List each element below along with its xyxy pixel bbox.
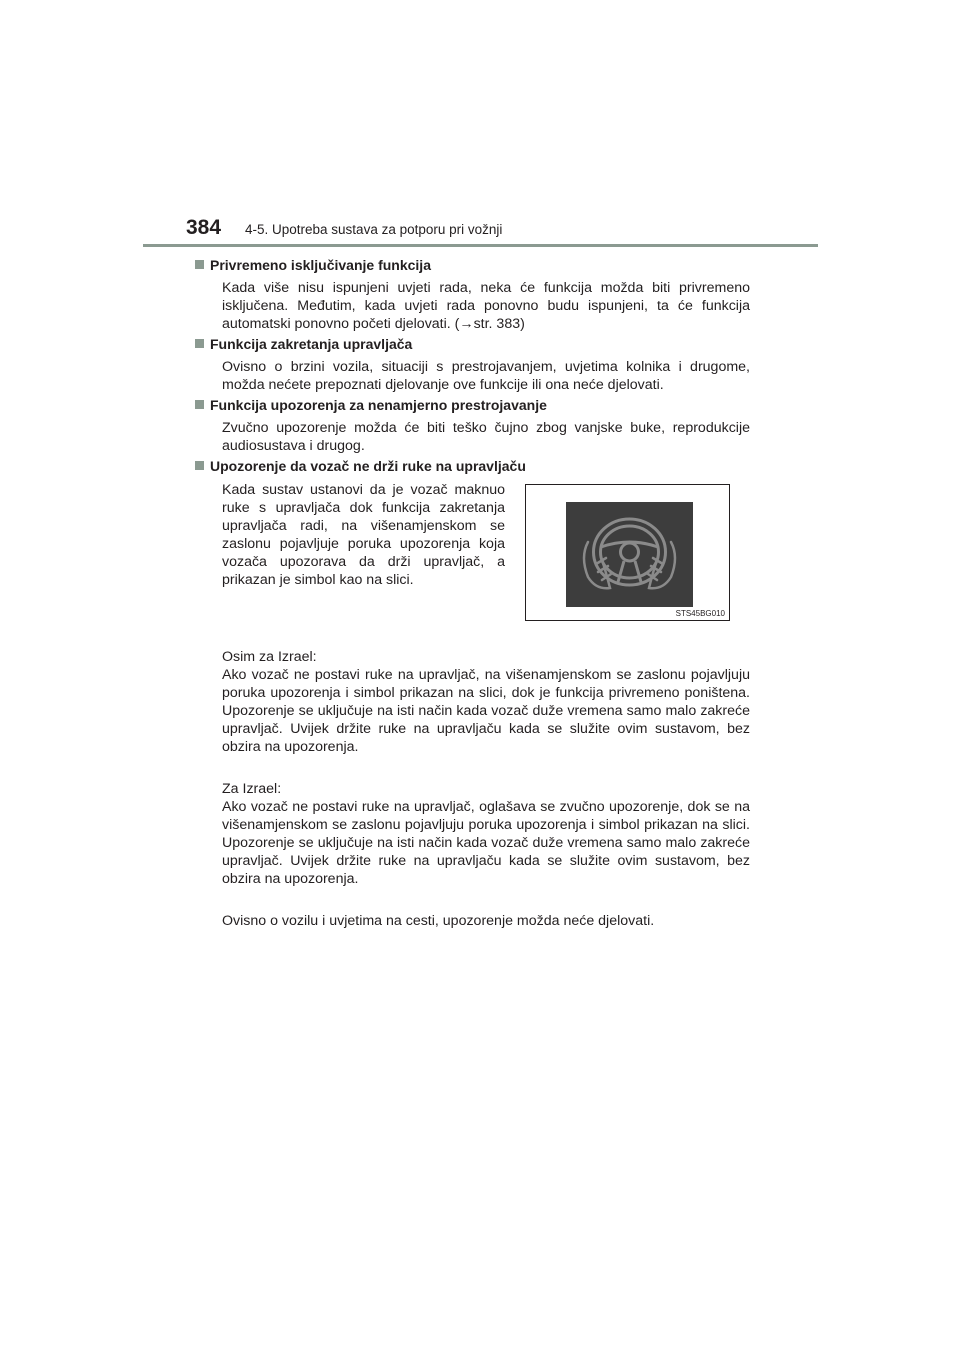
section-hands-off-warning xyxy=(210,456,750,476)
section-heading: Privremeno isključivanje funkcija xyxy=(195,255,750,275)
square-bullet-icon xyxy=(195,461,204,470)
section-temporary-deactivation xyxy=(210,255,750,339)
paragraph: Osim za Izrael: Ako vozač ne postavi ruke na upravljač, na višenamjenskom se zaslonu pojavljuju poruka upozorenja i simbol prikazan na slici, dok je funkcija privremeno poništena. Upozorenje se uključuje na isti način kada vozač duže vremena samo malo zakreće upravljač. Uvijek držite ruke na upravljaču kada se služite ovim sustavom, bez obzira na upozorenja. xyxy=(222,649,750,755)
hands-on-steering-wheel-icon xyxy=(566,502,693,607)
section-body xyxy=(210,279,750,333)
chapter-title: 4-5. Upotreba sustava za potporu pri vožnji xyxy=(245,222,503,237)
header-divider xyxy=(143,244,818,247)
paragraph: Ovisno o vozilu i uvjetima na cesti, upozorenje možda neće djelovati. xyxy=(222,913,655,929)
section-heading: Upozorenje da vozač ne drži ruke na upravljaču xyxy=(195,456,750,476)
section-heading: Funkcija upozorenja za nenamjerno prestrojavanje xyxy=(195,395,750,415)
section-lane-departure-warning xyxy=(210,395,750,461)
figure-description: Kada sustav ustanovi da je vozač maknuo ruke s upravljača dok funkcija zakretanja upravljača radi, na višenamjenskom se zaslonu pojavljuje poruka upozorenja koja vozača upozorava da drži upravljač, a prikazan je simbol kao na slici. xyxy=(222,482,505,588)
section-hands-off-details xyxy=(210,630,750,954)
section-body xyxy=(210,358,750,394)
section-heading: Funkcija zakretanja upravljača xyxy=(195,334,750,354)
display-screen xyxy=(566,502,693,607)
square-bullet-icon xyxy=(195,260,204,269)
figure-code: STS45BG010 xyxy=(675,609,725,618)
paragraph: Kada više nisu ispunjeni uvjeti rada, neka će funkcija možda biti privremeno isključena. Međutim, kada uvjeti rada ponovno budu ispunjeni, ta će funkcija automatski ponovno početi djelovati. (→str. 383) xyxy=(222,280,750,332)
square-bullet-icon xyxy=(195,339,204,348)
paragraph: Ovisno o brzini vozila, situaciji s prestrojavanjem, uvjetima kolnika i drugome, možda nećete prepoznati djelovanje ove funkcije ili ona neće djelovati. xyxy=(222,359,750,393)
square-bullet-icon xyxy=(195,400,204,409)
section-body xyxy=(210,419,750,455)
section-steering-assist xyxy=(210,334,750,400)
paragraph: Zvučno upozorenje možda će biti teško čujno zbog vanjske buke, reprodukcije audiosustava i drugog. xyxy=(222,420,750,454)
section-body xyxy=(210,630,750,954)
figure-frame xyxy=(525,484,730,621)
paragraph: Za Izrael: Ako vozač ne postavi ruke na upravljač, oglašava se zvučno upozorenje, dok se na višenamjenskom se zaslonu pojavljuju poruka upozorenja i simbol prikazan na slici. Upozorenje se uključuje na isti način kada vozač duže vremena samo malo zakreće upravljač. Uvijek držite ruke na upravljaču kada se služite ovim sustavom, bez obzira na upozorenja. xyxy=(222,781,750,887)
page-header xyxy=(186,216,746,244)
page-number: 384 xyxy=(186,216,222,239)
